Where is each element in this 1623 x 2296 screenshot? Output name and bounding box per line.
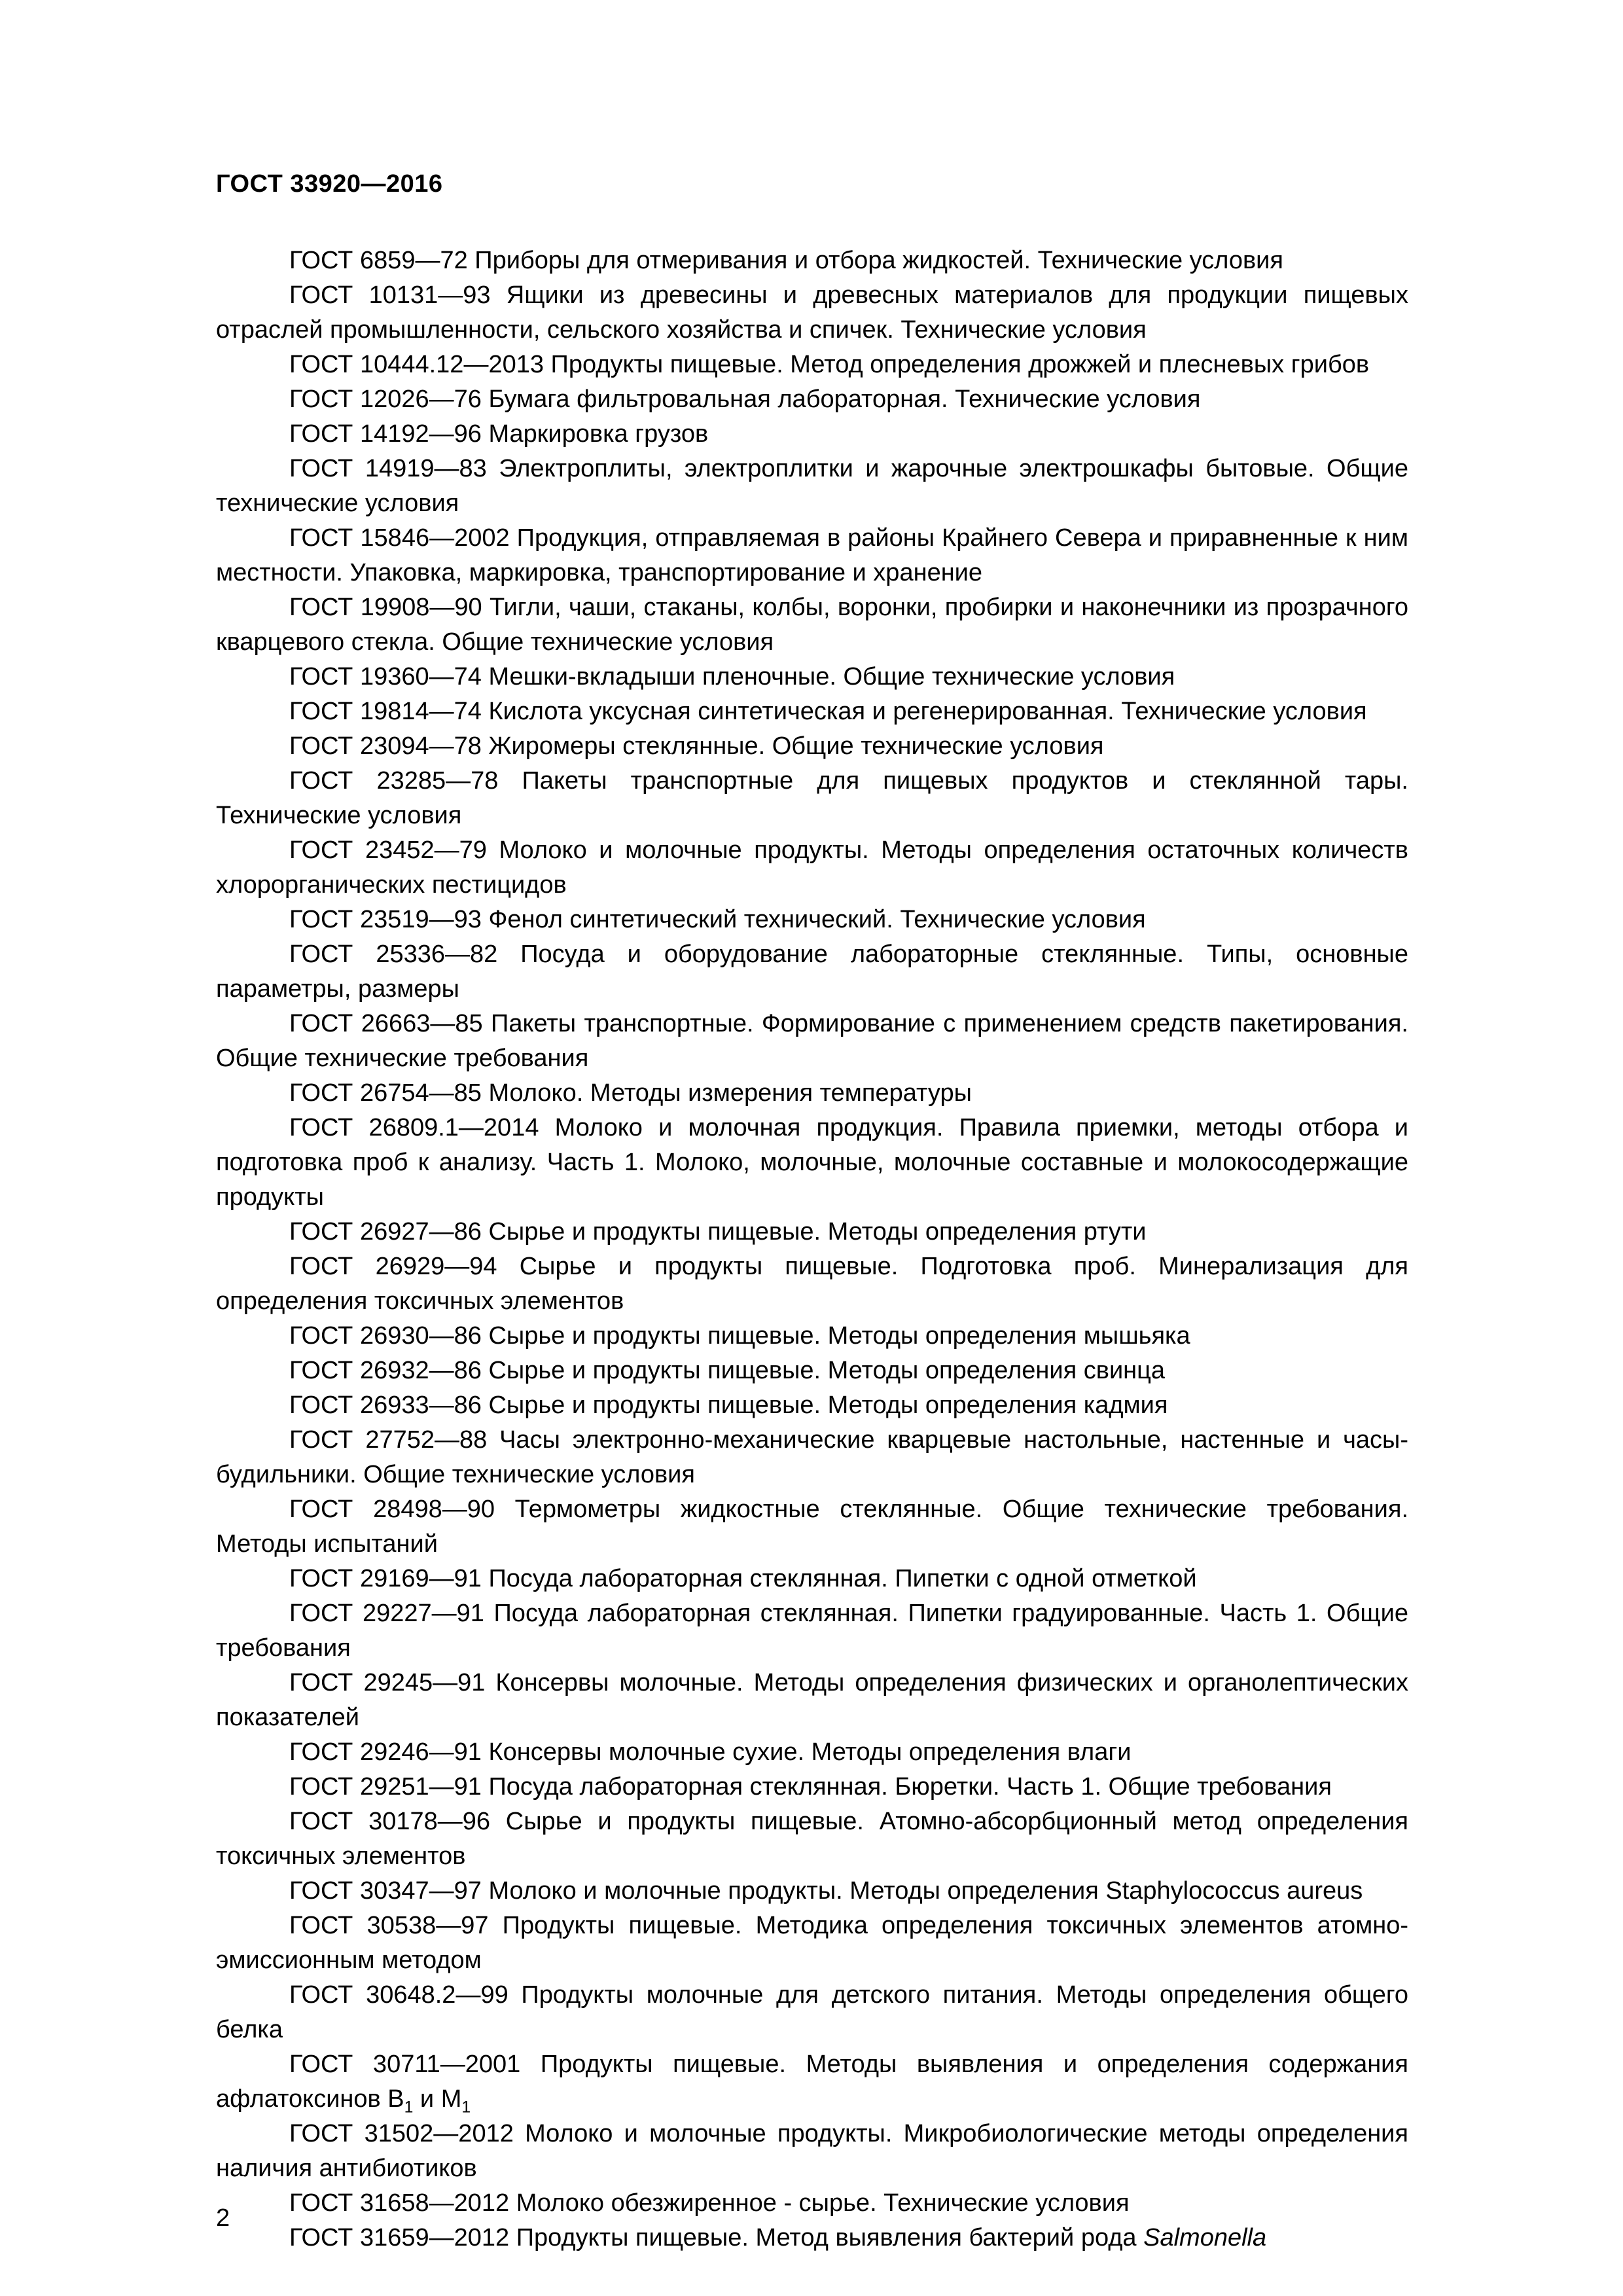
reference-item: ГОСТ 19908—90 Тигли, чаши, стаканы, колбы, воронки, пробирки и наконечники из прозрачного кварцевого стекла. Общие технические условия: [216, 594, 1408, 656]
reference-item: ГОСТ 12026—76 Бумага фильтровальная лабораторная. Технические условия: [289, 386, 1201, 413]
reference-item: ГОСТ 14919—83 Электроплиты, электроплитки и жарочные электрошкафы бытовые. Общие технические условия: [216, 455, 1408, 517]
reference-item: ГОСТ 28498—90 Термометры жидкостные стеклянные. Общие технические требования. Методы испытаний: [216, 1496, 1408, 1558]
reference-item: ГОСТ 26754—85 Молоко. Методы измерения температуры: [289, 1079, 972, 1107]
reference-item: ГОСТ 30178—96 Сырье и продукты пищевые. Атомно-абсорбционный метод определения токсичных элементов: [216, 1808, 1408, 1870]
reference-item: ГОСТ 23094—78 Жиромеры стеклянные. Общие технические условия: [289, 732, 1104, 760]
reference-item: ГОСТ 19360—74 Мешки-вкладыши пленочные. Общие технические условия: [289, 663, 1175, 691]
reference-item: ГОСТ 29227—91 Посуда лабораторная стеклянная. Пипетки градуированные. Часть 1. Общие требования: [216, 1600, 1408, 1662]
subscript-text: 1: [461, 2098, 471, 2117]
reference-item: ГОСТ 29246—91 Консервы молочные сухие. Методы определения влаги: [289, 1738, 1132, 1766]
reference-item: ГОСТ 10131—93 Ящики из древесины и древесных материалов для продукции пищевых отраслей промышленности, сельского хозяйства и спичек. Технические условия: [216, 281, 1408, 344]
reference-item: ГОСТ 29245—91 Консервы молочные. Методы определения физических и органолептических показателей: [216, 1669, 1408, 1731]
reference-item: ГОСТ 14192—96 Маркировка грузов: [289, 420, 709, 448]
reference-item: ГОСТ 26929—94 Сырье и продукты пищевые. Подготовка проб. Минерализация для определения токсичных элементов: [216, 1253, 1408, 1315]
reference-item: ГОСТ 31659—2012 Продукты пищевые. Метод выявления бактерий рода Salmonella: [289, 2224, 1267, 2251]
page-number: 2: [216, 2204, 230, 2232]
reference-item: ГОСТ 15846—2002 Продукция, отправляемая в районы Крайнего Севера и приравненные к ним местности. Упаковка, маркировка, транспортирование и хранение: [216, 524, 1408, 586]
reference-item: ГОСТ 30347—97 Молоко и молочные продукты. Методы определения Staphylococcus aureus: [289, 1877, 1363, 1905]
reference-item: ГОСТ 23519—93 Фенол синтетический технический. Технические условия: [289, 906, 1146, 933]
reference-item: ГОСТ 23285—78 Пакеты транспортные для пищевых продуктов и стеклянной тары. Технические условия: [216, 767, 1408, 829]
reference-item: ГОСТ 6859—72 Приборы для отмеривания и отбора жидкостей. Технические условия: [289, 247, 1283, 274]
reference-item: ГОСТ 25336—82 Посуда и оборудование лабораторные стеклянные. Типы, основные параметры, размеры: [216, 941, 1408, 1003]
subscript-text: 1: [404, 2098, 414, 2117]
references-list: [216, 243, 1408, 2255]
reference-item: ГОСТ 26927—86 Сырье и продукты пищевые. Методы определения ртути: [289, 1218, 1147, 1246]
reference-item: ГОСТ 10444.12—2013 Продукты пищевые. Метод определения дрожжей и плесневых грибов: [289, 351, 1370, 378]
reference-item: ГОСТ 31658—2012 Молоко обезжиренное - сырье. Технические условия: [289, 2189, 1130, 2217]
reference-item: ГОСТ 30711—2001 Продукты пищевые. Методы выявления и определения содержания афлатоксинов $В_1$ и $М_1$: [216, 2051, 1408, 2117]
reference-item: ГОСТ 29251—91 Посуда лабораторная стеклянная. Бюретки. Часть 1. Общие требования: [289, 1773, 1332, 1801]
reference-item: ГОСТ 26663—85 Пакеты транспортные. Формирование с применением средств пакетирования. Общие технические требования: [216, 1010, 1408, 1072]
reference-item: ГОСТ 30538—97 Продукты пищевые. Методика определения токсичных элементов атомно-эмиссионным методом: [216, 1912, 1408, 1974]
reference-item: ГОСТ 26933—86 Сырье и продукты пищевые. Методы определения кадмия: [289, 1391, 1168, 1419]
reference-item: ГОСТ 26930—86 Сырье и продукты пищевые. Методы определения мышьяка: [289, 1322, 1190, 1350]
reference-item: ГОСТ 30648.2—99 Продукты молочные для детского питания. Методы определения общего белка: [216, 1981, 1408, 2043]
reference-item: ГОСТ 26809.1—2014 Молоко и молочная продукция. Правила приемки, методы отбора и подготовка проб к анализу. Часть 1. Молоко, молочные, молочные составные и молокосодержащие продукты: [216, 1114, 1408, 1211]
reference-item: ГОСТ 31502—2012 Молоко и молочные продукты. Микробиологические методы определения наличия антибиотиков: [216, 2120, 1408, 2182]
reference-item: ГОСТ 23452—79 Молоко и молочные продукты. Методы определения остаточных количеств хлорорганических пестицидов: [216, 836, 1408, 899]
reference-item: ГОСТ 19814—74 Кислота уксусная синтетическая и регенерированная. Технические условия: [289, 698, 1367, 725]
italic-text: Salmonella: [1143, 2224, 1267, 2251]
document-header: ГОСТ 33920—2016: [216, 170, 443, 198]
reference-item: ГОСТ 29169—91 Посуда лабораторная стеклянная. Пипетки с одной отметкой: [289, 1565, 1197, 1592]
reference-item: ГОСТ 27752—88 Часы электронно-механические кварцевые настольные, настенные и часы-будильники. Общие технические условия: [216, 1426, 1408, 1488]
reference-item: ГОСТ 26932—86 Сырье и продукты пищевые. Методы определения свинца: [289, 1357, 1166, 1384]
